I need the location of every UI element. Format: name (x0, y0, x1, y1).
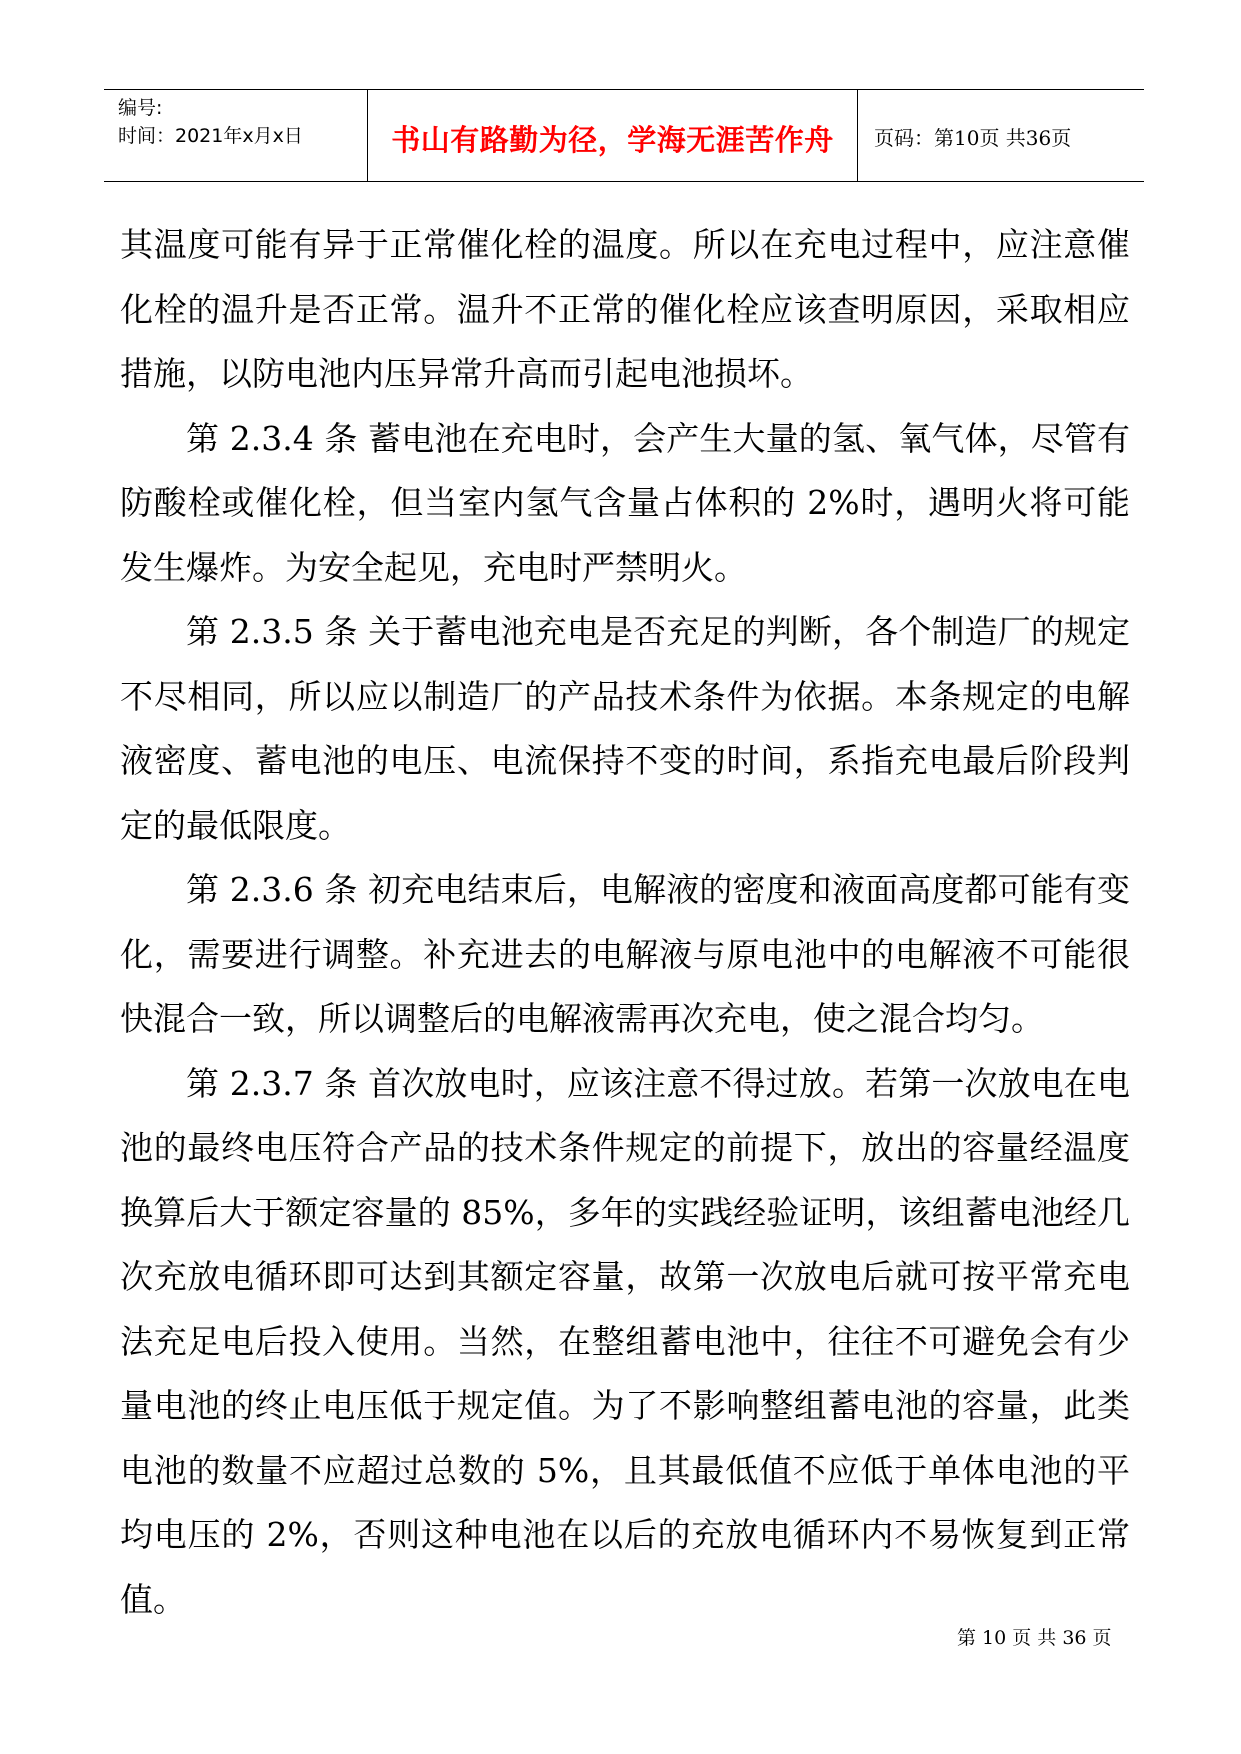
page-header (104, 89, 1144, 182)
paragraph-2-3-7: 第 2.3.7 条 首次放电时，应该注意不得过放。若第一次放电在电池的最终电压符合产品的技术条件规定的前提下，放出的容量经温度换算后大于额定容量的 85%，多年的实践经验证明，该组蓄电池经几次充放电循环即可达到其额定容量，故第一次放电后就可按平常充电法充足电后投入使用。当然，在整组蓄电池中，往往不可避免会有少量电池的终止电压低于规定值。为了不影响整组蓄电池的容量，此类电池的数量不应超过总数的 5%，且其最低值不应低于单体电池的平均电压的 2%，否则这种电池在以后的充放电循环内不易恢复到正常值。 (120, 1063, 1130, 1619)
header-motto: 书山有路勤为径，学海无涯苦作舟 (391, 123, 834, 157)
paragraph-continued: 其温度可能有异于正常催化栓的温度。所以在充电过程中，应注意催化栓的温升是否正常。温升不正常的催化栓应该查明原因，采取相应措施，以防电池内压异常升高而引起电池损坏。 (120, 225, 1130, 393)
document-body (120, 213, 1130, 1632)
serial-number-label: 编号: (118, 97, 163, 119)
paragraph-2-3-5: 第 2.3.5 条 关于蓄电池充电是否充足的判断，各个制造厂的规定不尽相同，所以应以制造厂的产品技术条件为依据。本条规定的电解液密度、蓄电池的电压、电流保持不变的时间，系指充电最后阶段判定的最低限度。 (120, 612, 1130, 845)
page-footer: 第 10 页 共 36 页 (957, 1627, 1112, 1649)
paragraph-2-3-6: 第 2.3.6 条 初充电结束后，电解液的密度和液面高度都可能有变化，需要进行调整。补充进去的电解液与原电池中的电解液不可能很快混合一致，所以调整后的电解液需再次充电，使之混合均匀。 (120, 870, 1130, 1038)
header-meta (118, 94, 358, 150)
paragraph-2-3-4: 第 2.3.4 条 蓄电池在充电时，会产生大量的氢、氧气体，尽管有防酸栓或催化栓，但当室内氢气含量占体积的 2%时，遇明火将可能发生爆炸。为安全起见，充电时严禁明火。 (120, 418, 1130, 587)
date-label: 时间：2021年x月x日 (118, 125, 303, 147)
header-divider-right (857, 90, 858, 181)
header-page-number: 页码：第10页 共36页 (874, 126, 1072, 150)
